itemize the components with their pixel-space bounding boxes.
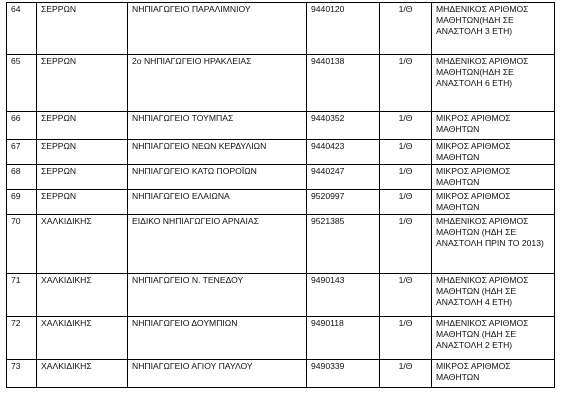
table-row [7,360,555,388]
table-row [7,317,555,360]
status-cell: ΜΗΔΕΝΙΚΟΣ ΑΡΙΘΜΟΣ ΜΑΘΗΤΩΝ (ΗΔΗ ΣΕ ΑΝΑΣΤΟΛΗ 2 ΕΤΗ) [432,317,555,360]
status-cell: ΜΙΚΡΟΣ ΑΡΙΘΜΟΣ ΜΑΘΗΤΩΝ [432,140,555,165]
region-cell: ΧΑΛΚΙΔΙΚΗΣ [37,215,128,274]
school-code-cell: 9520997 [307,190,380,215]
school-code-cell: 9521385 [307,215,380,274]
status-cell: ΜΙΚΡΟΣ ΑΡΙΘΜΟΣ ΜΑΘΗΤΩΝ [432,360,555,388]
table-row [7,215,555,274]
row-number: 69 [7,190,37,215]
school-type-cell: 1/Θ [380,190,432,215]
school-code-cell: 9490339 [307,360,380,388]
school-name-cell: ΝΗΠΙΑΓΩΓΕΙΟ ΚΑΤΩ ΠΟΡΟΪΩΝ [128,165,307,190]
school-code-cell: 9490118 [307,317,380,360]
school-type-cell: 1/Θ [380,215,432,274]
school-code-cell: 9440247 [307,165,380,190]
school-name-cell: ΝΗΠΙΑΓΩΓΕΙΟ ΠΑΡΑΛΙΜΝΙΟΥ [128,3,307,55]
region-cell: ΧΑΛΚΙΔΙΚΗΣ [37,360,128,388]
table-row [7,55,555,112]
table-row [7,190,555,215]
table-row [7,140,555,165]
school-name-cell: 2ο ΝΗΠΙΑΓΩΓΕΙΟ ΗΡΑΚΛΕΙΑΣ [128,55,307,112]
status-cell: ΜΙΚΡΟΣ ΑΡΙΘΜΟΣ ΜΑΘΗΤΩΝ [432,112,555,140]
row-number: 68 [7,165,37,190]
status-cell: ΜΙΚΡΟΣ ΑΡΙΘΜΟΣ ΜΑΘΗΤΩΝ [432,165,555,190]
row-number: 71 [7,274,37,317]
school-code-cell: 9440352 [307,112,380,140]
school-type-cell: 1/Θ [380,360,432,388]
school-name-cell: ΝΗΠΙΑΓΩΓΕΙΟ ΝΕΩΝ ΚΕΡΔΥΛΙΩΝ [128,140,307,165]
table-row [7,274,555,317]
region-cell: ΣΕΡΡΩΝ [37,3,128,55]
school-code-cell: 9440120 [307,3,380,55]
row-number: 66 [7,112,37,140]
row-number: 72 [7,317,37,360]
region-cell: ΣΕΡΡΩΝ [37,140,128,165]
school-name-cell: ΕΙΔΙΚΟ ΝΗΠΙΑΓΩΓΕΙΟ ΑΡΝΑΙΑΣ [128,215,307,274]
school-code-cell: 9440423 [307,140,380,165]
school-type-cell: 1/Θ [380,3,432,55]
school-name-cell: ΝΗΠΙΑΓΩΓΕΙΟ ΕΛΑΙΩΝΑ [128,190,307,215]
school-type-cell: 1/Θ [380,317,432,360]
row-number: 67 [7,140,37,165]
school-code-cell: 9490143 [307,274,380,317]
school-type-cell: 1/Θ [380,112,432,140]
school-type-cell: 1/Θ [380,165,432,190]
table-row [7,165,555,190]
status-cell: ΜΗΔΕΝΙΚΟΣ ΑΡΙΘΜΟΣ ΜΑΘΗΤΩΝ(ΗΔΗ ΣΕ ΑΝΑΣΤΟΛΗ 6 ΕΤΗ) [432,55,555,112]
school-name-cell: ΝΗΠΙΑΓΩΓΕΙΟ ΔΟΥΜΠΙΩΝ [128,317,307,360]
region-cell: ΣΕΡΡΩΝ [37,112,128,140]
school-name-cell: ΝΗΠΙΑΓΩΓΕΙΟ ΑΓΙΟΥ ΠΑΥΛΟΥ [128,360,307,388]
row-number: 70 [7,215,37,274]
row-number: 65 [7,55,37,112]
school-type-cell: 1/Θ [380,140,432,165]
region-cell: ΣΕΡΡΩΝ [37,190,128,215]
status-cell: ΜΗΔΕΝΙΚΟΣ ΑΡΙΘΜΟΣ ΜΑΘΗΤΩΝ(ΗΔΗ ΣΕ ΑΝΑΣΤΟΛΗ 3 ΕΤΗ) [432,3,555,55]
region-cell: ΧΑΛΚΙΔΙΚΗΣ [37,274,128,317]
school-type-cell: 1/Θ [380,55,432,112]
school-code-cell: 9440138 [307,55,380,112]
school-name-cell: ΝΗΠΙΑΓΩΓΕΙΟ ΤΟΥΜΠΑΣ [128,112,307,140]
status-cell: ΜΙΚΡΟΣ ΑΡΙΘΜΟΣ ΜΑΘΗΤΩΝ [432,190,555,215]
schools-table [6,2,555,388]
row-number: 73 [7,360,37,388]
table-row [7,112,555,140]
table-row [7,3,555,55]
school-name-cell: ΝΗΠΙΑΓΩΓΕΙΟ Ν. ΤΕΝΕΔΟΥ [128,274,307,317]
school-type-cell: 1/Θ [380,274,432,317]
region-cell: ΣΕΡΡΩΝ [37,165,128,190]
status-cell: ΜΗΔΕΝΙΚΟΣ ΑΡΙΘΜΟΣ ΜΑΘΗΤΩΝ (ΗΔΗ ΣΕ ΑΝΑΣΤΟΛΗ ΠΡΙΝ ΤΟ 2013) [432,215,555,274]
region-cell: ΣΕΡΡΩΝ [37,55,128,112]
region-cell: ΧΑΛΚΙΔΙΚΗΣ [37,317,128,360]
row-number: 64 [7,3,37,55]
status-cell: ΜΗΔΕΝΙΚΟΣ ΑΡΙΘΜΟΣ ΜΑΘΗΤΩΝ (ΗΔΗ ΣΕ ΑΝΑΣΤΟΛΗ 4 ΕΤΗ) [432,274,555,317]
